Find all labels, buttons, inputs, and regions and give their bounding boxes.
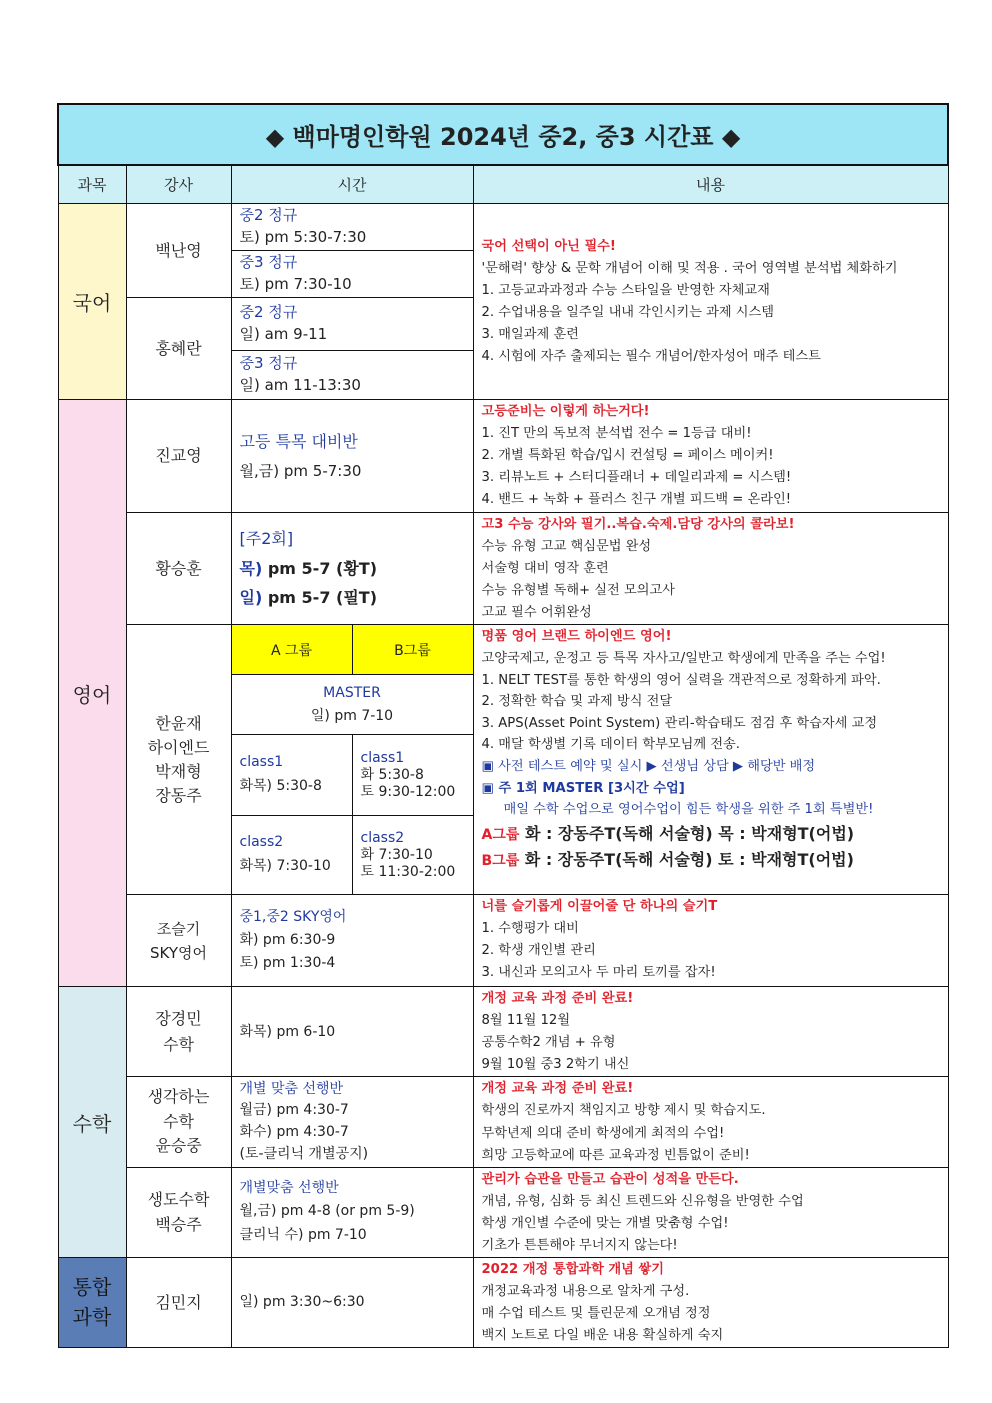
time-slot: 중2 정규 토) pm 5:30-7:30 xyxy=(231,204,473,251)
content-science: 2022 개정 통합과학 개념 쌓기 개정교육과정 내용으로 알차게 구성. 매 수업 테스트 및 틀린문제 오개념 정정 백지 노트로 다일 배운 내용 확실하게 숙지 xyxy=(473,1257,948,1347)
teacher-baek-seungju: 생도수학 백승주 xyxy=(126,1167,231,1257)
header-row xyxy=(58,165,948,204)
header-teacher: 강사 xyxy=(126,165,231,204)
content-math-2: 개정 교육 과정 준비 완료! 학생의 진로까지 책임지고 방향 제시 및 학습지도. 무학년제 의대 준비 학생에게 최적의 수업! 희망 고등학교에 따른 교육과정 빈틈없이 준비! xyxy=(473,1077,948,1167)
teacher-yoon: 생각하는 수학 윤승중 xyxy=(126,1077,231,1167)
subject-science: 통합 과학 xyxy=(58,1257,126,1347)
teacher-kim: 김민지 xyxy=(126,1257,231,1347)
teacher-sky: 조슬기 SKY영어 xyxy=(126,895,231,987)
group-a-label: A 그룹 xyxy=(231,625,352,675)
time-slot: 화목) pm 6-10 xyxy=(231,987,473,1077)
time-slot: 고등 특목 대비반 월,금) pm 5-7:30 xyxy=(231,400,473,513)
time-slot: 중1,중2 SKY영어 화) pm 6:30-9 토) pm 1:30-4 xyxy=(231,895,473,987)
content-korean: 국어 선택이 아닌 필수! '문해력' 향상 & 문학 개념어 이해 및 적용 . 국어 영역별 분석법 체화하기 1. 고등교과과정과 수능 스타일을 반영한 자체교재 2. 수업내용을 일주일 내내 각인시키는 과제 시스템 3. 매일과제 훈련 4. 시험에 자주 출제되는 필수 개념어/한자성어 매주 테스트 xyxy=(473,204,948,400)
time-slot: 중3 정규 토) pm 7:30-10 xyxy=(231,251,473,298)
time-slot: 중2 정규 일) am 9-11 xyxy=(231,298,473,351)
class2-b: class2 화 7:30-10 토 11:30-2:00 xyxy=(352,816,473,895)
teacher-jang: 장경민 수학 xyxy=(126,987,231,1077)
subject-korean: 국어 xyxy=(58,204,126,400)
timetable xyxy=(57,103,949,1348)
subject-math: 수학 xyxy=(58,987,126,1258)
class1-b: class1 화 5:30-8 토 9:30-12:00 xyxy=(352,735,473,816)
content-math-1: 개정 교육 과정 준비 완료! 8월 11월 12월 공통수학2 개념 + 유형 9월 10월 중3 2학기 내신 xyxy=(473,987,948,1077)
teacher-jin: 진교영 xyxy=(126,400,231,513)
time-slot: 일) pm 3:30~6:30 xyxy=(231,1257,473,1347)
header-subject: 과목 xyxy=(58,165,126,204)
content-hwang: 고3 수능 강사와 필기..복습.숙제.담당 강사의 콜라보! 수능 유형 고교 핵심문법 완성 서술형 대비 영작 훈련 수능 유형별 독해+ 실전 모의고사 고교 필수 어휘완성 xyxy=(473,513,948,625)
group-b-label: B그룹 xyxy=(352,625,473,675)
teacher-highend: 한윤재 하이엔드 박재형 장동주 xyxy=(126,625,231,895)
class2-a: class2 화목) 7:30-10 xyxy=(231,816,352,895)
teacher-hong: 홍혜란 xyxy=(126,298,231,400)
class1-a: class1 화목) 5:30-8 xyxy=(231,735,352,816)
content-jin: 고등준비는 이렇게 하는거다! 1. 진T 만의 독보적 분석법 전수 = 1등급 대비! 2. 개별 특화된 학습/입시 컨설팅 = 페이스 메이커! 3. 리뷰노트 + 스터디플래너 + 데일리과제 = 시스템! 4. 밴드 + 녹화 + 플러스 친구 개별 피드백 = 온라인! xyxy=(473,400,948,513)
content-highend: 명품 영어 브랜드 하이엔드 영어! 고양국제고, 운정고 등 특목 자사고/일반고 학생에게 만족을 주는 수업! 1. NELT TEST를 통한 학생의 영어 실력을 객관적으로 정확하게 파악. 2. 정확한 학습 및 과제 방식 전달 3. APS(Asset Point System) 관리-학습태도 점검 후 학습자세 교정 4. 매달 학생별 기록 데이터 학부모님께 전송. ▣ 사전 테스트 예약 및 실시 ▶ 선생님 상담 ▶ 해당반 배정 ▣ 주 1회 MASTER [3시간 수업] 매일 수학 수업으로 영어수업이 힘든 학생을 위한 주 1회 특별반! A그룹 화 : 장동주T(독해 서술형) 목 : 박재형T(어법) B그룹 화 : 장동주T(독해 서술형) 토 : 박재형T(어법) xyxy=(473,625,948,895)
page-title: ◆ 백마명인학원 2024년 중2, 중3 시간표 ◆ xyxy=(58,104,948,165)
header-time: 시간 xyxy=(231,165,473,204)
teacher-baek: 백난영 xyxy=(126,204,231,298)
teacher-hwang: 황승훈 xyxy=(126,513,231,625)
subject-english: 영어 xyxy=(58,400,126,987)
time-slot: 개별맞춤 선행반 월,금) pm 4-8 (or pm 5-9) 클리닉 수) pm 7-10 xyxy=(231,1167,473,1257)
content-sky: 너를 슬기롭게 이끌어줄 단 하나의 슬기T 1. 수행평가 대비 2. 학생 개인별 관리 3. 내신과 모의고사 두 마리 토끼를 잡자! xyxy=(473,895,948,987)
master-slot: MASTER 일) pm 7-10 xyxy=(231,675,473,735)
content-math-3: 관리가 습관을 만들고 습관이 성적을 만든다. 개념, 유형, 심화 등 최신 트렌드와 신유형을 반영한 수업 학생 개인별 수준에 맞는 개별 맞춤형 수업! 기초가 튼튼해야 무너지지 않는다! xyxy=(473,1167,948,1257)
time-slot: 중3 정규 일) am 11-13:30 xyxy=(231,351,473,400)
header-content: 내용 xyxy=(473,165,948,204)
time-slot: [주2회] 목) pm 5-7 (황T) 일) pm 5-7 (필T) xyxy=(231,513,473,625)
time-slot: 개별 맞춤 선행반 월금) pm 4:30-7 화수) pm 4:30-7 (토-클리닉 개별공지) xyxy=(231,1077,473,1167)
